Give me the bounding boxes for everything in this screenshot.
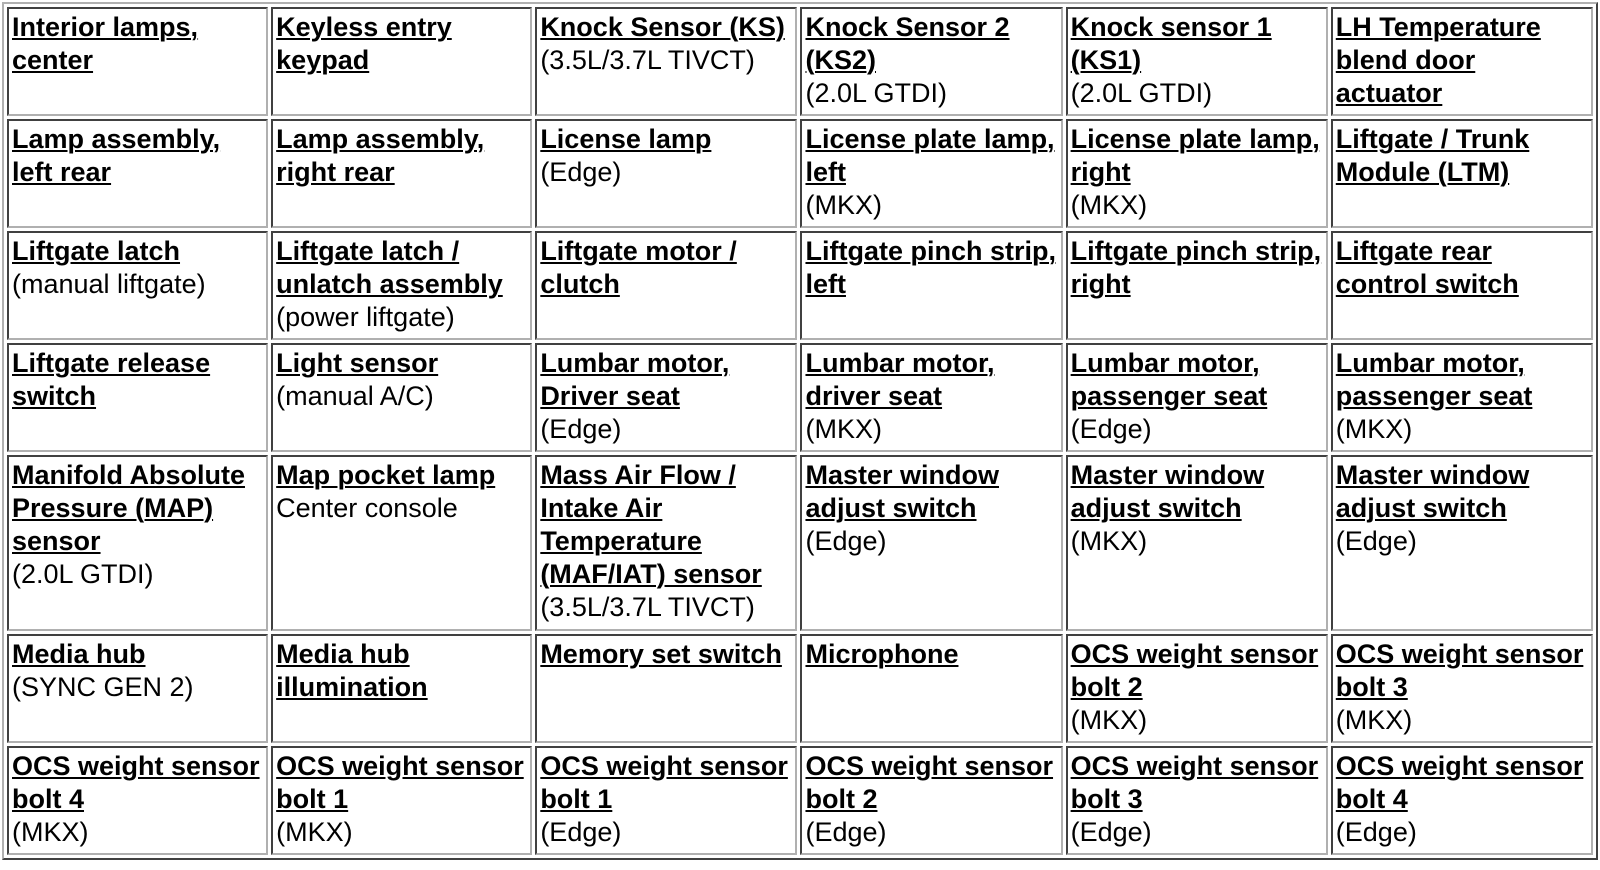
component-link[interactable]: Map pocket lamp (276, 460, 496, 490)
table-cell (1331, 343, 1593, 452)
table-cell (7, 119, 268, 228)
table-cell (535, 455, 797, 631)
component-link[interactable]: Knock Sensor 2 (KS2) (805, 12, 1010, 75)
table-row (7, 119, 1593, 228)
table-cell (1331, 634, 1593, 743)
component-link[interactable]: Microphone (805, 639, 959, 669)
component-link[interactable]: Mass Air Flow / Intake Air Temperature (MAF/IAT) sensor (540, 460, 762, 589)
component-link[interactable]: License plate lamp, left (805, 124, 1055, 187)
component-note: (3.5L/3.7L TIVCT) (540, 45, 755, 75)
component-link[interactable]: Liftgate latch / unlatch assembly (276, 236, 503, 299)
component-link[interactable]: Lumbar motor, passenger seat (1070, 348, 1268, 411)
component-note: (MKX) (1335, 705, 1413, 735)
component-link[interactable]: OCS weight sensor bolt 3 (1335, 639, 1584, 702)
table-cell (271, 634, 532, 743)
component-link[interactable]: OCS weight sensor bolt 1 (276, 751, 524, 814)
table-cell (1331, 119, 1593, 228)
table-cell (271, 231, 532, 340)
table-cell (800, 343, 1062, 452)
table-cell (1066, 634, 1328, 743)
component-note: (MKX) (12, 817, 89, 847)
component-link[interactable]: Liftgate pinch strip, right (1070, 236, 1322, 299)
component-note: (MKX) (1070, 705, 1148, 735)
table-cell (1066, 7, 1328, 116)
table-cell (800, 634, 1062, 743)
component-link[interactable]: Manifold Absolute Pressure (MAP) sensor (12, 460, 245, 556)
table-cell (1066, 119, 1328, 228)
table-cell (1066, 455, 1328, 631)
component-link[interactable]: Liftgate release switch (12, 348, 211, 411)
component-note: (Edge) (1335, 526, 1417, 556)
table-cell (535, 231, 797, 340)
component-link[interactable]: License lamp (540, 124, 712, 154)
component-note: (Edge) (805, 526, 887, 556)
component-link[interactable]: Media hub illumination (276, 639, 428, 702)
component-link[interactable]: Memory set switch (540, 639, 782, 669)
table-cell (271, 119, 532, 228)
component-note: (MKX) (276, 817, 353, 847)
table-row (7, 7, 1593, 116)
table-cell (1066, 343, 1328, 452)
table-cell (271, 7, 532, 116)
component-link[interactable]: Lamp assembly, right rear (276, 124, 485, 187)
component-link[interactable]: Lumbar motor, Driver seat (540, 348, 730, 411)
component-note: (manual liftgate) (12, 269, 206, 299)
component-link[interactable]: OCS weight sensor bolt 1 (540, 751, 788, 814)
table-cell (1066, 746, 1328, 855)
table-cell (271, 746, 532, 855)
component-note: (MKX) (805, 190, 882, 220)
component-link[interactable]: Master window adjust switch (1070, 460, 1265, 523)
component-link[interactable]: Liftgate latch (12, 236, 181, 266)
component-note: (MKX) (1070, 526, 1148, 556)
component-link[interactable]: OCS weight sensor bolt 4 (1335, 751, 1584, 814)
table-row (7, 634, 1593, 743)
component-link[interactable]: Lumbar motor, passenger seat (1335, 348, 1533, 411)
table-cell (535, 746, 797, 855)
table-cell (7, 231, 268, 340)
table-cell (271, 343, 532, 452)
component-link[interactable]: Liftgate motor / clutch (540, 236, 737, 299)
component-note: (2.0L GTDI) (1070, 78, 1213, 108)
component-note: (Edge) (540, 817, 622, 847)
component-note: Center console (276, 493, 458, 523)
component-link[interactable]: OCS weight sensor bolt 2 (1070, 639, 1319, 702)
component-note: (Edge) (1070, 414, 1152, 444)
component-note: (Edge) (1335, 817, 1417, 847)
table-cell (535, 7, 797, 116)
table-cell (800, 455, 1062, 631)
component-link[interactable]: OCS weight sensor bolt 3 (1070, 751, 1319, 814)
component-note: (Edge) (540, 157, 622, 187)
component-link[interactable]: OCS weight sensor bolt 2 (805, 751, 1054, 814)
component-note: (2.0L GTDI) (805, 78, 947, 108)
component-link[interactable]: Light sensor (276, 348, 439, 378)
table-cell (7, 7, 268, 116)
table-cell (1331, 231, 1593, 340)
table-cell (1331, 746, 1593, 855)
table-cell (800, 231, 1062, 340)
table-cell (7, 343, 268, 452)
component-location-table (2, 2, 1598, 860)
component-link[interactable]: Lamp assembly, left rear (12, 124, 221, 187)
component-link[interactable]: LH Temperature blend door actuator (1335, 12, 1541, 108)
component-link[interactable]: Interior lamps, center (12, 12, 199, 75)
component-note: (3.5L/3.7L TIVCT) (540, 592, 755, 622)
component-link[interactable]: License plate lamp, right (1070, 124, 1320, 187)
component-link[interactable]: Lumbar motor, driver seat (805, 348, 995, 411)
table-cell (1331, 455, 1593, 631)
table-cell (800, 746, 1062, 855)
table-cell (800, 119, 1062, 228)
component-note: (MKX) (1335, 414, 1413, 444)
component-note: (Edge) (540, 414, 622, 444)
table-row (7, 746, 1593, 855)
table-cell (535, 119, 797, 228)
table-row (7, 231, 1593, 340)
table-cell (535, 634, 797, 743)
table-row (7, 455, 1593, 631)
component-link[interactable]: Knock Sensor (KS) (540, 12, 785, 42)
component-link[interactable]: Knock sensor 1 (KS1) (1070, 12, 1272, 75)
component-note: (manual A/C) (276, 381, 434, 411)
component-note: (power liftgate) (276, 302, 455, 332)
component-link[interactable]: Master window adjust switch (1335, 460, 1530, 523)
component-note: (Edge) (805, 817, 887, 847)
table-cell (535, 343, 797, 452)
table-cell (271, 455, 532, 631)
table-cell (1331, 7, 1593, 116)
component-link[interactable]: Media hub (12, 639, 146, 669)
component-note: (SYNC GEN 2) (12, 672, 194, 702)
component-note: (MKX) (805, 414, 882, 444)
component-link[interactable]: OCS weight sensor bolt 4 (12, 751, 260, 814)
component-link[interactable]: Liftgate rear control switch (1335, 236, 1519, 299)
table-cell (7, 746, 268, 855)
component-link[interactable]: Liftgate pinch strip, left (805, 236, 1056, 299)
table-cell (800, 7, 1062, 116)
component-note: (Edge) (1070, 817, 1152, 847)
table-row (7, 343, 1593, 452)
component-link[interactable]: Liftgate / Trunk Module (LTM) (1335, 124, 1530, 187)
table-cell (7, 634, 268, 743)
component-link[interactable]: Master window adjust switch (805, 460, 999, 523)
component-note: (MKX) (1070, 190, 1148, 220)
component-link[interactable]: Keyless entry keypad (276, 12, 452, 75)
table-cell (7, 455, 268, 631)
component-note: (2.0L GTDI) (12, 559, 154, 589)
table-cell (1066, 231, 1328, 340)
